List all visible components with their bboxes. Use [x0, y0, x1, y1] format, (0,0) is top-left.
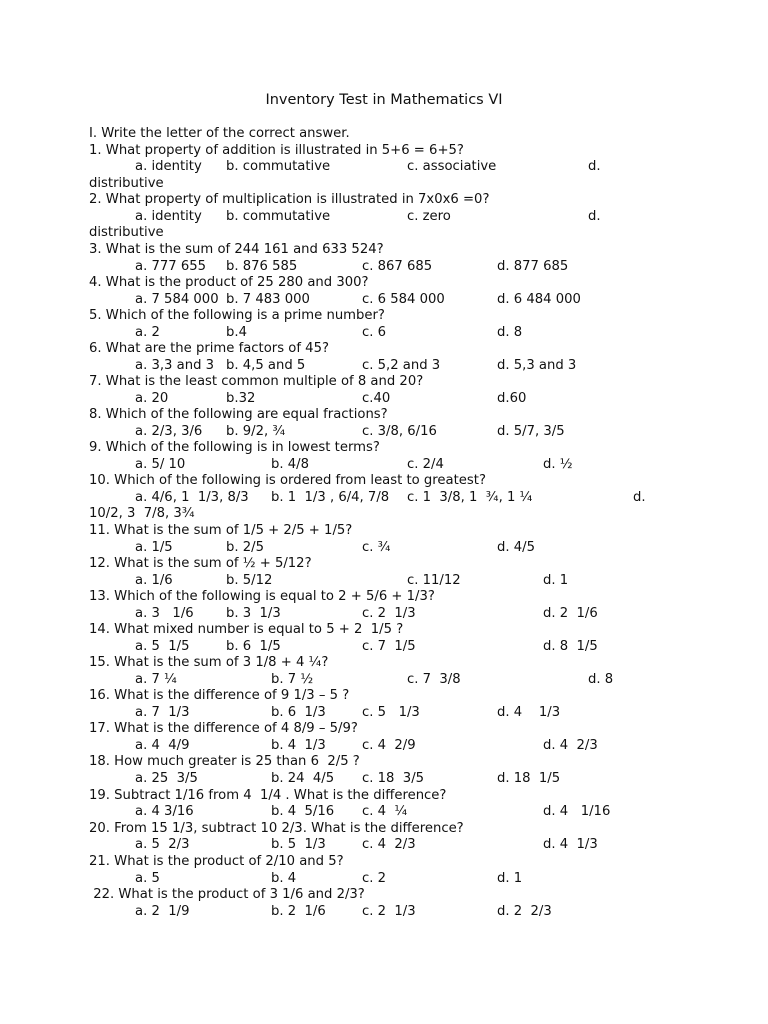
question-17 [0, 720, 768, 737]
choice-c: c. 5 1/3 [362, 705, 420, 720]
choice-b: b. 3 1/3 [226, 606, 281, 621]
choices-2 [0, 208, 768, 225]
choice-c: c. 7 3/8 [407, 672, 461, 687]
choice-a: a. 5 2/3 [135, 837, 190, 852]
question-text: 16. What is the difference of 9 1/3 – 5 ? [89, 688, 350, 703]
question-4 [0, 274, 768, 291]
choice-d: d. 4/5 [497, 540, 535, 555]
choice-c: c. 6 [362, 325, 387, 340]
choice-d: d. 8 [497, 325, 523, 340]
choice-b: b. 6 1/5 [226, 639, 281, 654]
choice-wrap-10 [0, 505, 768, 522]
choice-a: a. 2 1/9 [135, 904, 190, 919]
choice-d: d. 18 1/5 [497, 771, 561, 786]
choice-b: b. 6 1/3 [271, 705, 326, 720]
question-text: 4. What is the product of 25 280 and 300? [89, 275, 369, 290]
question-text: 14. What mixed number is equal to 5 + 2 1/5 ? [89, 622, 404, 637]
choices-1 [0, 158, 768, 175]
choice-c: c. ¾ [362, 540, 391, 555]
choice-a: a. 7 1/3 [135, 705, 190, 720]
choice-a: a. 2/3, 3/6 [135, 424, 203, 439]
choice-d: d. 877 685 [497, 259, 569, 274]
choice-c: c. 11/12 [407, 573, 461, 588]
choice-d: d. 2 2/3 [497, 904, 552, 919]
choice-a: a. 7 584 000 [135, 292, 219, 307]
choice-d: d. 8 1/5 [543, 639, 598, 654]
choice-a: a. 4 3/16 [135, 804, 194, 819]
choice-a: a. 5 [135, 871, 160, 886]
choice-a: a. 25 3/5 [135, 771, 198, 786]
question-text: 13. Which of the following is equal to 2 + 5/6 + 1/3? [89, 589, 435, 604]
choice-a: a. 3,3 and 3 [135, 358, 215, 373]
choice-b: b. 4,5 and 5 [226, 358, 306, 373]
choices-12 [0, 572, 768, 589]
choice-b: b. 5/12 [226, 573, 273, 588]
choice-a: a. identity [135, 159, 202, 174]
question-text: 19. Subtract 1/16 from 4 1/4 . What is the difference? [89, 788, 447, 803]
choice-a: a. 5/ 10 [135, 457, 186, 472]
choice-c: c. 7 1/5 [362, 639, 416, 654]
choice-d-continued: distributive [89, 176, 164, 191]
choices-19 [0, 803, 768, 820]
choice-b: b. 876 585 [226, 259, 298, 274]
choices-20 [0, 836, 768, 853]
choice-c: c. 4 2/3 [362, 837, 416, 852]
question-19 [0, 787, 768, 804]
choice-d: d. [588, 209, 601, 224]
question-text: 5. Which of the following is a prime number? [89, 308, 385, 323]
choice-c: c. 2 1/3 [362, 606, 416, 621]
question-text: 7. What is the least common multiple of 8 and 20? [89, 374, 424, 389]
choice-a: a. 1/5 [135, 540, 173, 555]
choices-22 [0, 903, 768, 920]
instruction-text: I. Write the letter of the correct answer. [89, 126, 350, 141]
question-text: 18. How much greater is 25 than 6 2/5 ? [89, 754, 360, 769]
question-6 [0, 340, 768, 357]
choice-c: c. 3/8, 6/16 [362, 424, 437, 439]
choice-c: c. 1 3/8, 1 ¾, 1 ¼ [407, 490, 533, 505]
choices-21 [0, 870, 768, 887]
choice-d: d.60 [497, 391, 527, 406]
choice-b: b. 2/5 [226, 540, 264, 555]
choices-3 [0, 258, 768, 275]
choice-a: a. 4 4/9 [135, 738, 190, 753]
choice-c: c. 4 ¼ [362, 804, 408, 819]
choices-10 [0, 489, 768, 506]
choice-b: b. 9/2, ¾ [226, 424, 286, 439]
question-20 [0, 820, 768, 837]
choices-6 [0, 357, 768, 374]
choice-a: a. 7 ¼ [135, 672, 177, 687]
choice-c: c. 867 685 [362, 259, 433, 274]
question-22 [0, 886, 768, 903]
question-8 [0, 406, 768, 423]
choice-b: b. 4 5/16 [271, 804, 335, 819]
choice-b: b.32 [226, 391, 256, 406]
question-13 [0, 588, 768, 605]
choice-b: b.4 [226, 325, 247, 340]
question-9 [0, 439, 768, 456]
choice-a: a. 3 1/6 [135, 606, 194, 621]
question-21 [0, 853, 768, 870]
choices-14 [0, 638, 768, 655]
choices-5 [0, 324, 768, 341]
question-text: 22. What is the product of 3 1/6 and 2/3? [89, 887, 365, 902]
question-14 [0, 621, 768, 638]
choice-a: a. 20 [135, 391, 169, 406]
question-text: 8. Which of the following are equal fractions? [89, 407, 388, 422]
choice-c: c.40 [362, 391, 391, 406]
instruction-line [0, 125, 768, 142]
choice-a: a. identity [135, 209, 202, 224]
question-18 [0, 753, 768, 770]
choice-a: a. 2 [135, 325, 160, 340]
question-3 [0, 241, 768, 258]
choice-d: d. 5,3 and 3 [497, 358, 577, 373]
question-text: 12. What is the sum of ½ + 5/12? [89, 556, 312, 571]
question-11 [0, 522, 768, 539]
choices-15 [0, 671, 768, 688]
choice-b: b. 2 1/6 [271, 904, 326, 919]
choice-a: a. 1/6 [135, 573, 173, 588]
choice-b: b. 5 1/3 [271, 837, 326, 852]
choices-4 [0, 291, 768, 308]
choice-c: c. 2 1/3 [362, 904, 416, 919]
choice-b: b. commutative [226, 159, 331, 174]
choice-c: c. 6 584 000 [362, 292, 445, 307]
choice-b: b. 4 1/3 [271, 738, 326, 753]
choice-c: c. 2/4 [407, 457, 444, 472]
question-text: 17. What is the difference of 4 8/9 – 5/9? [89, 721, 358, 736]
choice-a: a. 4/6, 1 1/3, 8/3 [135, 490, 249, 505]
question-text: 21. What is the product of 2/10 and 5? [89, 854, 344, 869]
choice-d-continued: distributive [89, 225, 164, 240]
choices-13 [0, 605, 768, 622]
choice-b: b. commutative [226, 209, 331, 224]
choices-9 [0, 456, 768, 473]
question-text: 15. What is the sum of 3 1/8 + 4 ¼? [89, 655, 329, 670]
choice-d: d. 4 1/3 [497, 705, 561, 720]
question-2 [0, 191, 768, 208]
choice-b: b. 4/8 [271, 457, 309, 472]
choice-d: d. 5/7, 3/5 [497, 424, 565, 439]
choice-b: b. 7 483 000 [226, 292, 310, 307]
choice-d: d. 4 1/16 [543, 804, 611, 819]
question-text: 6. What are the prime factors of 45? [89, 341, 329, 356]
choice-wrap-2 [0, 224, 768, 241]
choice-c: c. 4 2/9 [362, 738, 416, 753]
question-text: 20. From 15 1/3, subtract 10 2/3. What is the difference? [89, 821, 464, 836]
question-text: 10. Which of the following is ordered from least to greatest? [89, 473, 486, 488]
choices-17 [0, 737, 768, 754]
choice-d: d. 1 [543, 573, 569, 588]
question-15 [0, 654, 768, 671]
question-7 [0, 373, 768, 390]
choice-c: c. zero [407, 209, 451, 224]
choices-8 [0, 423, 768, 440]
choice-b: b. 7 ½ [271, 672, 314, 687]
question-1 [0, 142, 768, 159]
choice-d: d. [633, 490, 646, 505]
question-text: 11. What is the sum of 1/5 + 2/5 + 1/5? [89, 523, 353, 538]
question-5 [0, 307, 768, 324]
choice-d: d. 8 [588, 672, 614, 687]
question-text: 3. What is the sum of 244 161 and 633 524? [89, 242, 384, 257]
choices-18 [0, 770, 768, 787]
choice-a: a. 5 1/5 [135, 639, 190, 654]
document-title: Inventory Test in Mathematics VI [265, 92, 503, 108]
choice-b: b. 1 1/3 , 6/4, 7/8 [271, 490, 390, 505]
choice-d: d. 4 2/3 [543, 738, 598, 753]
choices-11 [0, 539, 768, 556]
choices-7 [0, 390, 768, 407]
question-text: 9. Which of the following is in lowest terms? [89, 440, 380, 455]
choice-d: d. 6 484 000 [497, 292, 581, 307]
choice-d: d. ½ [543, 457, 573, 472]
question-text: 2. What property of multiplication is illustrated in 7x0x6 =0? [89, 192, 490, 207]
choice-b: b. 24 4/5 [271, 771, 335, 786]
choice-wrap-1 [0, 175, 768, 192]
question-12 [0, 555, 768, 572]
choice-c: c. 5,2 and 3 [362, 358, 441, 373]
choice-c: c. 18 3/5 [362, 771, 425, 786]
choice-d: d. 2 1/6 [543, 606, 598, 621]
question-text: 1. What property of addition is illustrated in 5+6 = 6+5? [89, 143, 464, 158]
choice-d-continued: 10/2, 3 7/8, 3¾ [89, 506, 195, 521]
choice-a: a. 777 655 [135, 259, 206, 274]
choice-c: c. 2 [362, 871, 387, 886]
choice-d: d. [588, 159, 601, 174]
choice-d: d. 4 1/3 [543, 837, 598, 852]
question-16 [0, 687, 768, 704]
question-10 [0, 472, 768, 489]
choice-d: d. 1 [497, 871, 523, 886]
choice-c: c. associative [407, 159, 497, 174]
choice-b: b. 4 [271, 871, 297, 886]
choices-16 [0, 704, 768, 721]
